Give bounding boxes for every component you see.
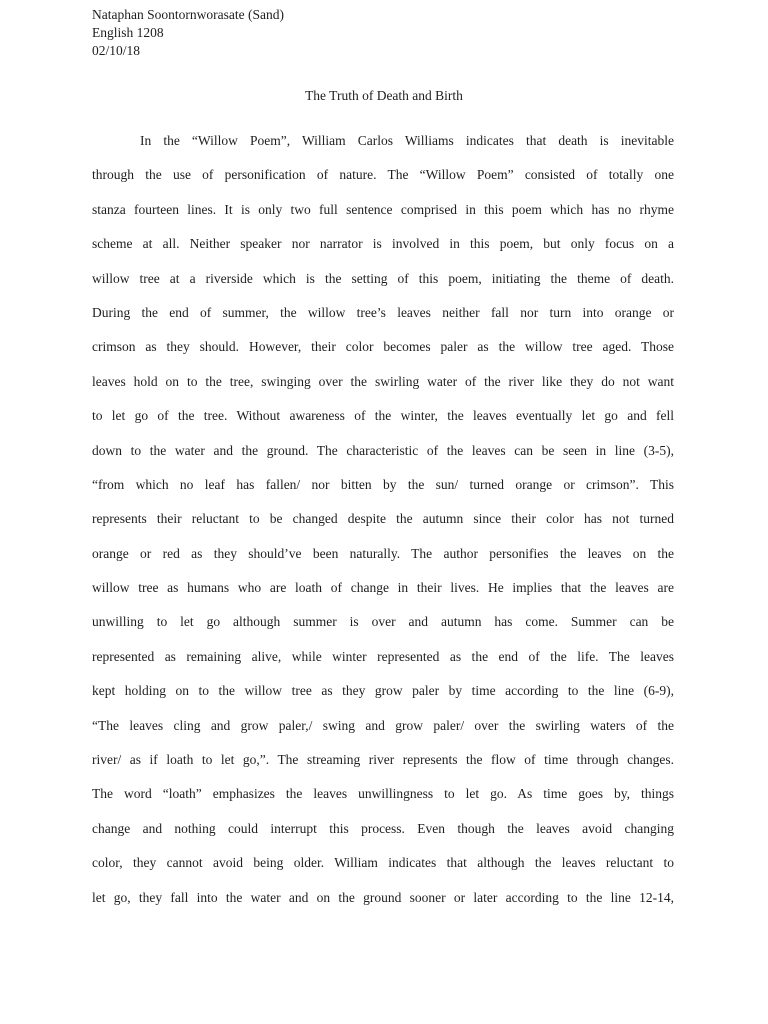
body-line: let go, they fall into the water and on the ground sooner or later according to the line 12-14, <box>92 889 674 905</box>
body-line: represents their reluctant to be changed despite the autumn since their color has not turned <box>92 511 674 527</box>
course-name: English 1208 <box>92 25 164 40</box>
body-line: “from which no leaf has fallen/ nor bitten by the sun/ turned orange or crimson”. This <box>92 476 674 492</box>
essay-title: The Truth of Death and Birth <box>305 88 463 103</box>
body-line: represented as remaining alive, while winter represented as the end of the life. The leaves <box>92 648 674 664</box>
body-line: color, they cannot avoid being older. William indicates that although the leaves reluctant to <box>92 855 674 871</box>
body-line: willow tree at a riverside which is the setting of this poem, initiating the theme of death. <box>92 270 674 286</box>
body-line: kept holding on to the willow tree as they grow paler by time according to the line (6-9), <box>92 683 674 699</box>
body-line: to let go of the tree. Without awareness of the winter, the leaves eventually let go and fell <box>92 408 674 424</box>
body-line: through the use of personification of nature. The “Willow Poem” consisted of totally one <box>92 167 674 183</box>
body-line: leaves hold on to the tree, swinging over the swirling water of the river like they do not want <box>92 373 674 389</box>
essay-body <box>92 124 674 915</box>
body-line: During the end of summer, the willow tree’s leaves neither fall nor turn into orange or <box>92 304 674 320</box>
body-line: The word “loath” emphasizes the leaves unwillingness to let go. As time goes by, things <box>92 786 674 802</box>
body-line: willow tree as humans who are loath of change in their lives. He implies that the leaves are <box>92 580 674 596</box>
body-line: orange or red as they should’ve been naturally. The author personifies the leaves on the <box>92 545 674 561</box>
body-line: change and nothing could interrupt this process. Even though the leaves avoid changing <box>92 820 674 836</box>
body-line: In the “Willow Poem”, William Carlos Williams indicates that death is inevitable <box>140 133 674 148</box>
body-line: unwilling to let go although summer is over and autumn has come. Summer can be <box>92 614 674 630</box>
author-name: Nataphan Soontornworasate (Sand) <box>92 7 284 22</box>
body-line: crimson as they should. However, their color becomes paler as the willow tree aged. Those <box>92 339 674 355</box>
body-line: “The leaves cling and grow paler,/ swing and grow paler/ over the swirling waters of the <box>92 717 674 733</box>
date-line: 02/10/18 <box>92 43 141 58</box>
body-line: down to the water and the ground. The characteristic of the leaves can be seen in line (3-5), <box>92 442 674 458</box>
body-line: stanza fourteen lines. It is only two full sentence comprised in this poem which has no rhyme <box>92 201 674 217</box>
body-line: river/ as if loath to let go,”. The streaming river represents the flow of time through changes. <box>92 752 674 768</box>
body-line: scheme at all. Neither speaker nor narrator is involved in this poem, but only focus on a <box>92 236 674 252</box>
